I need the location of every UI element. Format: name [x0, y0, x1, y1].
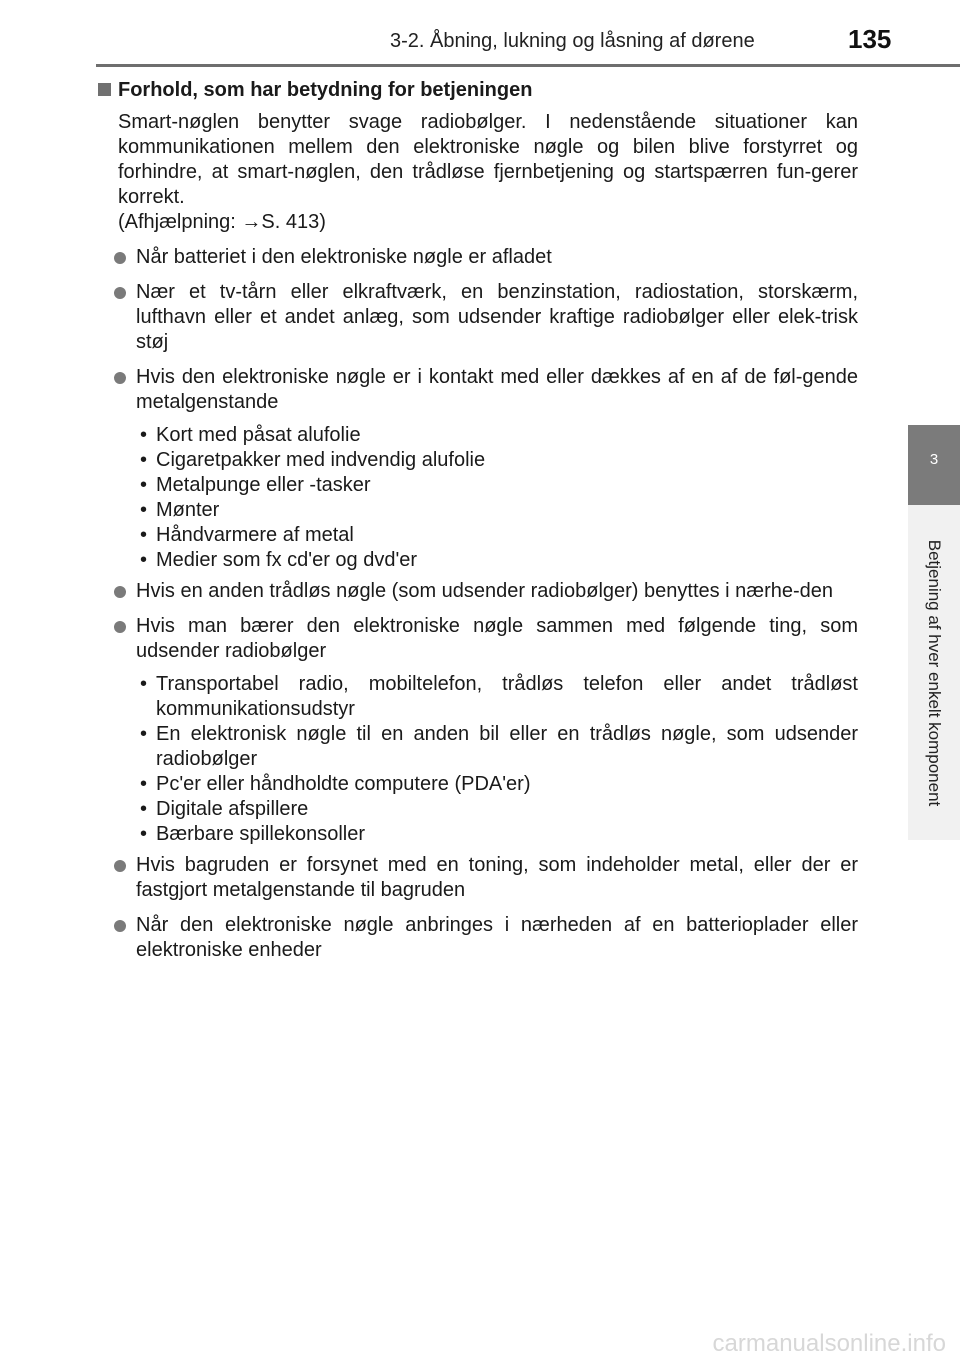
- sub-list-item: [136, 473, 858, 498]
- sub-bullet-glyph: •: [140, 449, 148, 471]
- sub-item-text: Bærbare spillekonsoller: [156, 823, 365, 845]
- sub-item-text: Mønter: [156, 499, 220, 521]
- chapter-tab: [908, 425, 960, 505]
- circle-bullet-icon: [114, 860, 126, 872]
- sub-item-text: Cigaretpakker med indvendig alufolie: [156, 449, 486, 471]
- sub-item-text: Metalpunge eller -tasker: [156, 474, 371, 496]
- section-heading-text: Forhold, som har betydning for betjeningen: [118, 79, 533, 101]
- bullet-item: [98, 245, 858, 270]
- sub-list-item: [136, 822, 858, 847]
- circle-bullet-icon: [114, 287, 126, 299]
- sub-bullet-glyph: •: [140, 798, 148, 820]
- sub-list-item: [136, 448, 858, 473]
- circle-bullet-icon: [114, 252, 126, 264]
- sub-bullet-glyph: •: [140, 549, 148, 571]
- sub-bullet-glyph: •: [140, 823, 148, 845]
- bullet-item: [98, 579, 858, 604]
- bullet-text: Når den elektroniske nøgle anbringes i nærheden af en batterioplader eller elektroniske enheder: [136, 914, 858, 961]
- sub-list-item: [136, 523, 858, 548]
- bullet-text: Hvis den elektroniske nøgle er i kontakt med eller dækkes af en af de føl-gende metalgenstande: [136, 366, 858, 413]
- sub-list: [98, 672, 858, 847]
- bullet-text: Hvis man bærer den elektroniske nøgle sammen med følgende ting, som udsender radiobølger: [136, 615, 858, 662]
- sub-list-item: [136, 548, 858, 573]
- bullet-text: Hvis en anden trådløs nøgle (som udsender radiobølger) benyttes i nærhe-den: [136, 580, 834, 602]
- chapter-tab-strip: [908, 505, 960, 840]
- sub-bullet-glyph: •: [140, 474, 148, 496]
- cross-reference: (Afhjælpning: →S. 413): [118, 211, 326, 233]
- sub-bullet-glyph: •: [140, 424, 148, 446]
- sub-item-text: Digitale afspillere: [156, 798, 309, 820]
- sub-list-item: [136, 797, 858, 822]
- sub-list-item: [136, 423, 858, 448]
- chapter-tab-label: Betjening af hver enkelt komponent: [925, 539, 944, 807]
- sub-bullet-glyph: •: [140, 524, 148, 546]
- bullet-item: [98, 913, 858, 963]
- chapter-tab-number: 3: [929, 451, 939, 468]
- content: [98, 78, 858, 973]
- circle-bullet-icon: [114, 586, 126, 598]
- bullet-item: [98, 280, 858, 355]
- square-bullet-icon: [98, 83, 111, 96]
- header-rule: [96, 64, 960, 67]
- sub-item-text: Pc'er eller håndholdte computere (PDA'er): [156, 773, 531, 795]
- sub-list-item: [136, 772, 858, 797]
- circle-bullet-icon: [114, 372, 126, 384]
- sub-list-item: [136, 722, 858, 772]
- sub-item-text: Medier som fx cd'er og dvd'er: [156, 549, 418, 571]
- bullet-text: Nær et tv-tårn eller elkraftværk, en benzinstation, radiostation, storskærm, lufthavn eller et andet anlæg, som udsender kraftige radiobølger eller elek-trisk støj: [136, 281, 858, 353]
- bullet-text: Når batteriet i den elektroniske nøgle er afladet: [136, 246, 552, 268]
- bullet-item: [98, 853, 858, 903]
- sub-bullet-glyph: •: [140, 723, 148, 745]
- intro-paragraph: Smart-nøglen benytter svage radiobølger. I nedenstående situationer kan kommunikationen mellem den elektroniske nøgle og bilen blive forstyrret og forhindre, at smart-nøglen, den trådløse fjernbetjening og startspærren fun-gerer korrekt.: [118, 111, 858, 208]
- sub-item-text: Transportabel radio, mobiltelefon, trådløs telefon eller andet trådløst kommunikationsudstyr: [156, 673, 858, 720]
- sub-item-text: Håndvarmere af metal: [156, 524, 354, 546]
- section-heading: [98, 78, 858, 103]
- sub-list-item: [136, 672, 858, 722]
- page-number: 135: [848, 24, 892, 54]
- circle-bullet-icon: [114, 920, 126, 932]
- circle-bullet-icon: [114, 621, 126, 633]
- header-title: 3-2. Åbning, lukning og låsning af dørene: [390, 30, 755, 52]
- bullet-text: Hvis bagruden er forsynet med en toning, som indeholder metal, eller der er fastgjort metalgenstande til bagruden: [136, 854, 858, 901]
- sub-item-text: Kort med påsat alufolie: [156, 424, 361, 446]
- sub-list-item: [136, 498, 858, 523]
- watermark: carmanualsonline.info: [712, 1330, 946, 1357]
- bullet-item: [98, 365, 858, 415]
- sub-list: [98, 423, 858, 573]
- sub-bullet-glyph: •: [140, 673, 148, 695]
- sub-item-text: En elektronisk nøgle til en anden bil eller en trådløs nøgle, som udsender radiobølger: [156, 723, 858, 770]
- sub-bullet-glyph: •: [140, 773, 148, 795]
- bullet-item: [98, 614, 858, 664]
- sub-bullet-glyph: •: [140, 499, 148, 521]
